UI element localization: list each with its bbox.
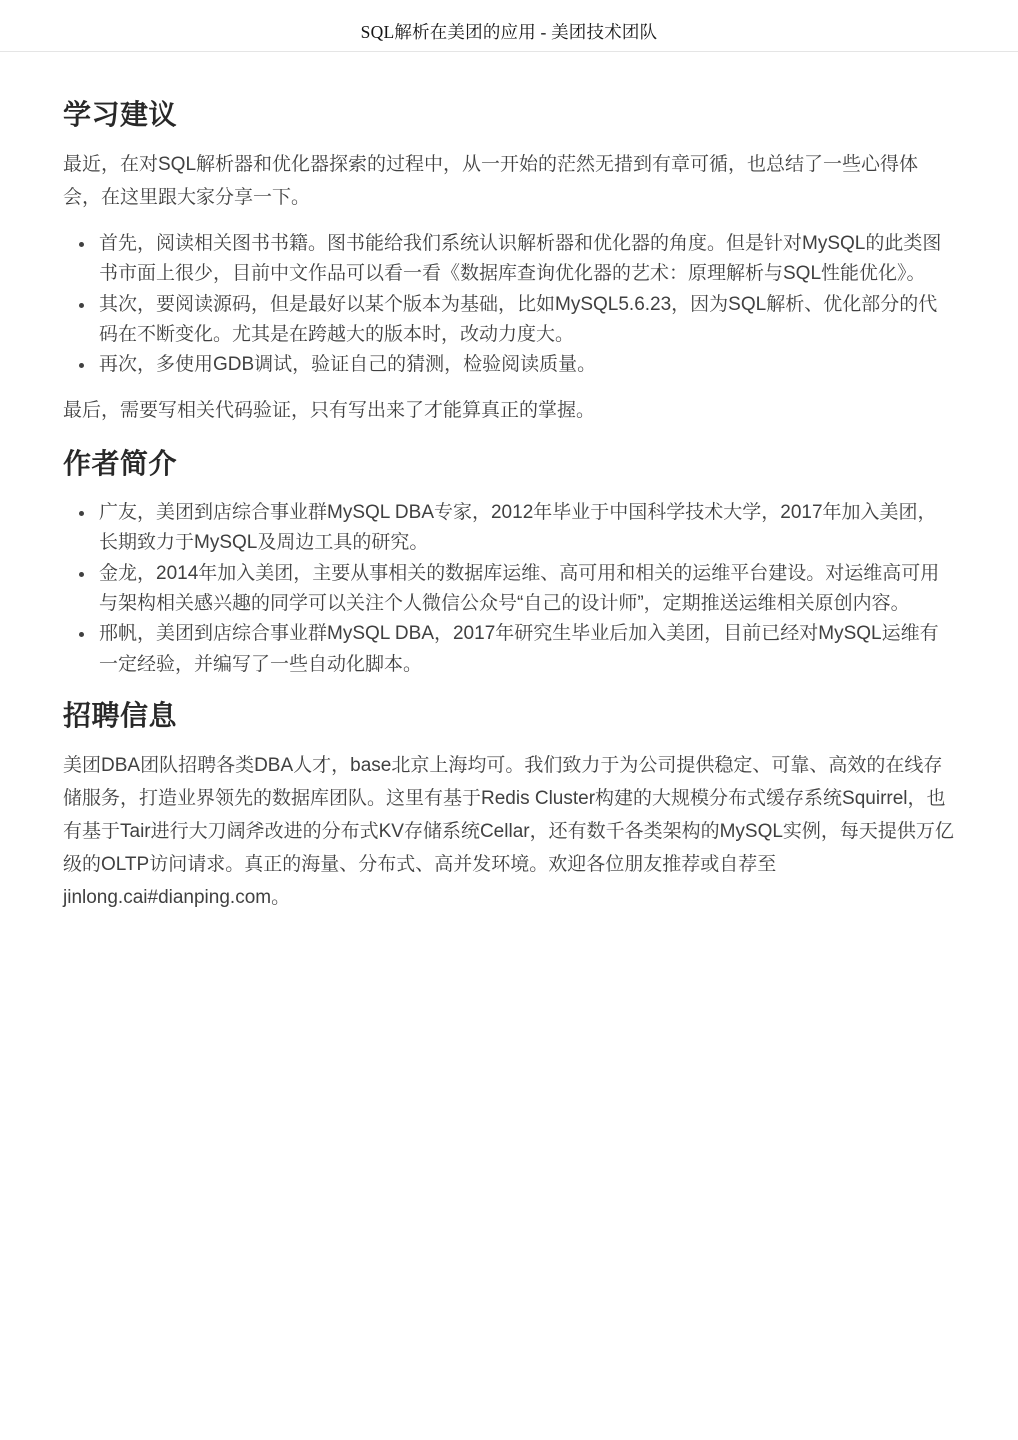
section-heading-recruitment: 招聘信息 bbox=[63, 700, 178, 732]
print-header bbox=[0, 0, 1018, 52]
learning-bullet-list bbox=[63, 229, 955, 381]
section-heading-learning: 学习建议 bbox=[63, 99, 178, 130]
list-item: • 广友，美团到店综合事业群MySQL DBA专家，2012年毕业于中国科学技术大学，2017年加入美团，长期致力于MySQL及周边工具的研究。 bbox=[96, 498, 955, 559]
list-item: • 邢帆，美团到店综合事业群MySQL DBA，2017年研究生毕业后加入美团，目前已经对MySQL运维有一定经验，并编写了一些自动化脚本。 bbox=[96, 619, 955, 680]
list-item: • 再次，多使用GDB调试，验证自己的猜测，检验阅读质量。 bbox=[96, 350, 955, 380]
list-item: • 金龙，2014年加入美团，主要从事相关的数据库运维、高可用和相关的运维平台建设。对运维高可用与架构相关感兴趣的同学可以关注个人微信公众号“自己的设计师”，定期推送运维相关原创内容。 bbox=[96, 559, 955, 620]
learning-intro-paragraph: 最近，在对SQL解析器和优化器探索的过程中，从一开始的茫然无措到有章可循，也总结了一些心得体会，在这里跟大家分享一下。 bbox=[63, 154, 919, 209]
learning-outro-paragraph: 最后，需要写相关代码验证，只有写出来了才能算真正的掌握。 bbox=[63, 399, 596, 421]
list-item: • 其次，要阅读源码，但是最好以某个版本为基础，比如MySQL5.6.23，因为SQL解析、优化部分的代码在不断变化。尤其是在跨越大的版本时，改动力度大。 bbox=[96, 290, 955, 351]
recruitment-paragraph: 美团DBA团队招聘各类DBA人才，base北京上海均可。我们致力于为公司提供稳定、可靠、高效的在线存储服务，打造业界领先的数据库团队。这里有基于Redis Cluster构建的大规模分布式缓存系统Squirrel，也有基于Tair进行大刀阔斧改进的分布式KV存储系统Cellar，还有数千各类架构的MySQL实例，每天提供万亿级的OLTP访问请求。真正的海量、分布式、高并发环境。欢迎各位朋友推荐或自荐至jinlong.cai#dianping.com。 bbox=[63, 755, 954, 908]
section-heading-authors: 作者简介 bbox=[63, 447, 178, 479]
page-title: SQL解析在美团的应用 - 美团技术团队 bbox=[360, 22, 658, 42]
article-content bbox=[63, 52, 955, 915]
authors-bullet-list bbox=[63, 498, 955, 680]
list-item: • 首先，阅读相关图书书籍。图书能给我们系统认识解析器和优化器的角度。但是针对MySQL的此类图书市面上很少，目前中文作品可以看一看《数据库查询优化器的艺术：原理解析与SQL性能优化》。 bbox=[96, 229, 955, 290]
